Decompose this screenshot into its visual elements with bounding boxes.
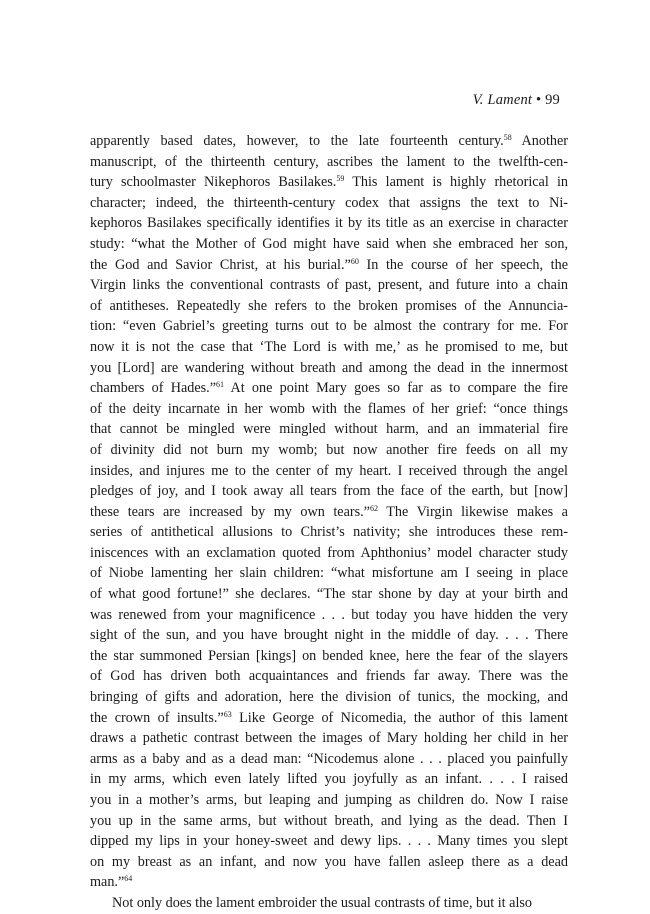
text-line <box>90 358 568 379</box>
footnote-marker: 60 <box>350 256 359 266</box>
text-line <box>90 831 568 852</box>
line-text: This lament is highly rhetorical in <box>344 174 568 191</box>
line-text: Not only does the lament embroider the usual contrasts of time, but it also <box>112 894 533 911</box>
text-line <box>90 296 568 317</box>
line-text: arms as a baby and as a dead man: “Nicodemus alone . . . placed you painfully <box>90 750 568 767</box>
line-text: that cannot be mingled were mingled without harm, and an immaterial fire <box>90 421 568 438</box>
text-line <box>90 605 568 626</box>
line-text: In the course of her speech, the <box>358 256 568 273</box>
body-text <box>90 131 568 914</box>
line-text: of Niobe lamenting her slain children: “what misfortune am I seeing in place <box>90 565 568 582</box>
text-line <box>90 852 568 873</box>
line-text: in my arms, which even lately lifted you joyfully as an infant. . . . I raised <box>90 771 568 788</box>
line-text: the God and Savior Christ, at his burial.” <box>90 256 351 273</box>
text-line <box>90 172 568 193</box>
footnote-marker: 64 <box>124 874 133 884</box>
line-text: of the deity incarnate in her womb with the flames of her grief: “once things <box>90 400 568 417</box>
text-line <box>90 481 568 502</box>
line-text: tury schoolmaster Nikephoros Basilakes. <box>90 174 337 191</box>
line-text: Virgin links the conventional contrasts of past, present, and future into a chain <box>90 277 568 294</box>
line-text: draws a pathetic contrast between the images of Mary holding her child in her <box>90 730 568 747</box>
footnote-marker: 58 <box>503 133 512 142</box>
text-line <box>90 769 568 790</box>
text-line <box>90 563 568 584</box>
line-text: series of antithetical allusions to Christ’s nativity; she introduces these rem- <box>90 524 568 541</box>
text-line <box>90 131 568 152</box>
line-text: Another <box>511 133 568 149</box>
line-text: At one point Mary goes so far as to compare the fire <box>224 380 568 397</box>
text-line <box>90 419 568 440</box>
text-line <box>90 811 568 832</box>
line-text: pledges of joy, and I took away all tears from the face of the earth, but [now] <box>90 483 568 500</box>
text-line <box>90 893 568 914</box>
footnote-marker: 61 <box>216 380 224 390</box>
text-line <box>90 708 568 729</box>
chapter-title: V. Lament <box>472 92 533 108</box>
text-line <box>90 522 568 543</box>
line-text: kephoros Basilakes specifically identifies it by its title as an exercise in character <box>90 215 568 232</box>
line-text: you up in the same arms, but without breath, and lying as the dead. Then I <box>90 812 568 829</box>
footnote-marker: 59 <box>336 174 345 184</box>
line-text: now it is not the case that ‘The Lord is with me,’ as he promised to me, but <box>90 338 568 355</box>
line-text: man.” <box>90 874 125 891</box>
line-text: of God has driven both acquaintances and friends far away. There was the <box>90 668 568 685</box>
line-text: was renewed from your magnificence . . . but today you have hidden the very <box>90 606 568 623</box>
text-line <box>90 461 568 482</box>
line-text: insides, and injures me to the center of my heart. I received through the angel <box>90 462 568 479</box>
text-line <box>90 543 568 564</box>
line-text: study: “what the Mother of God might have said when she embraced her son, <box>90 235 568 252</box>
page-number: 99 <box>545 92 560 108</box>
line-text: tion: “even Gabriel’s greeting turns out to be almost the contrary for me. For <box>90 318 568 335</box>
text-line <box>90 728 568 749</box>
text-line <box>90 584 568 605</box>
text-line <box>90 790 568 811</box>
line-text: the crown of insults.” <box>90 709 224 726</box>
line-text: of antitheses. Repeatedly she refers to the broken promises of the Annuncia- <box>90 297 568 314</box>
line-text: dipped my lips in your honey-sweet and dewy lips. . . . Many times you slept <box>90 833 568 850</box>
text-line <box>90 625 568 646</box>
line-text: the star summoned Persian [kings] on bended knee, here the fear of the slayers <box>90 647 568 664</box>
line-text: Like George of Nicomedia, the author of this lament <box>231 709 568 726</box>
footnote-marker: 63 <box>223 709 232 719</box>
text-line <box>90 399 568 420</box>
line-text: bringing of gifts and adoration, here the division of tunics, the mocking, and <box>90 689 568 706</box>
line-text: character; indeed, the thirteenth-century codex that assigns the text to Ni- <box>90 194 568 211</box>
line-text: you [Lord] are wandering without breath and among the dead in the innermost <box>90 359 568 376</box>
text-line <box>90 646 568 667</box>
line-text: apparently based dates, however, to the late fourteenth century. <box>90 133 504 149</box>
text-line <box>90 502 568 523</box>
line-text: chambers of Hades.” <box>90 380 216 397</box>
text-line <box>90 193 568 214</box>
line-text: manuscript, of the thirteenth century, ascribes the lament to the twelfth-cen- <box>90 153 568 170</box>
line-text: you in a mother’s arms, but leaping and jumping as children do. Now I raise <box>90 792 568 808</box>
line-text: on my breast as an infant, and now you have fallen asleep there as a dead <box>90 853 568 870</box>
line-text: of what good fortune!” she declares. “The star shone by day at your birth and <box>90 586 568 603</box>
line-text: of divinity did not burn my womb; but now another fire feeds on all my <box>90 441 568 458</box>
text-line <box>90 749 568 770</box>
text-line <box>90 234 568 255</box>
line-text: iniscences with an exclamation quoted from Aphthonius’ model character study <box>90 544 568 561</box>
line-text: sight of the sun, and you have brought night in the middle of day. . . . There <box>90 627 568 644</box>
text-line <box>90 255 568 276</box>
line-text: these tears are increased by my own tears.” <box>90 503 370 520</box>
text-line <box>90 275 568 296</box>
line-text: The Virgin likewise makes a <box>377 503 568 520</box>
text-line <box>90 440 568 461</box>
text-line <box>90 872 568 893</box>
text-line <box>90 666 568 687</box>
text-line <box>90 316 568 337</box>
text-line <box>90 213 568 234</box>
running-head <box>473 92 560 109</box>
footnote-marker: 62 <box>369 503 378 513</box>
text-line <box>90 378 568 399</box>
text-line <box>90 152 568 173</box>
separator-bullet: • <box>535 92 542 108</box>
text-line <box>90 337 568 358</box>
text-line <box>90 687 568 708</box>
